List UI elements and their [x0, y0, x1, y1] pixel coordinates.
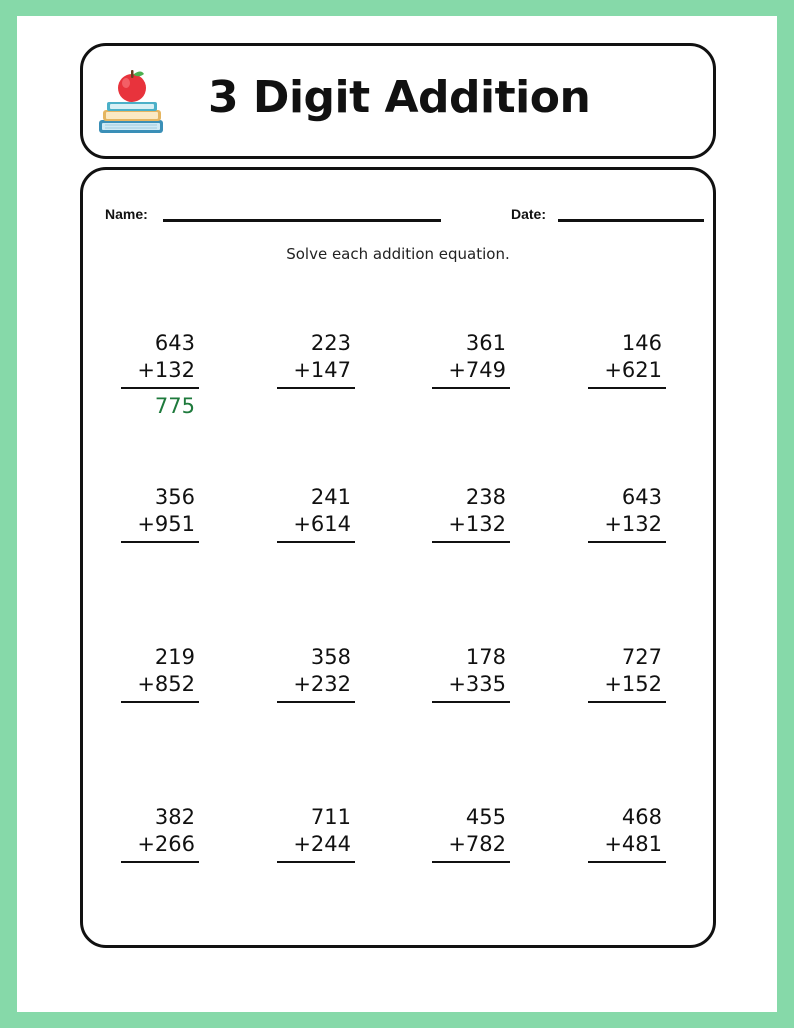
problem-rule — [277, 701, 355, 703]
problem-bottom-number: +266 — [137, 832, 195, 856]
problem-bottom-number: +481 — [604, 832, 662, 856]
addition-problem — [582, 644, 672, 705]
addition-problem — [271, 804, 361, 865]
problem-top-number: 219 — [154, 645, 195, 669]
problem-bottom-number: +335 — [448, 672, 506, 696]
name-line[interactable] — [163, 219, 441, 222]
problem-top-number: 356 — [154, 485, 195, 509]
problem-bottom-number: +621 — [604, 358, 662, 382]
problem-bottom-number: +244 — [293, 832, 351, 856]
problem-top-number: 727 — [621, 645, 662, 669]
problem-bottom-number: +951 — [137, 512, 195, 536]
problem-rule — [588, 701, 666, 703]
problem-top-number: 178 — [465, 645, 506, 669]
problem-bottom-number: +132 — [448, 512, 506, 536]
problem-top-number: 468 — [621, 805, 662, 829]
problem-top-number: 643 — [154, 331, 195, 355]
problem-top-number: 241 — [310, 485, 351, 509]
addition-problem — [271, 644, 361, 705]
addition-problem — [115, 804, 205, 865]
addition-problem — [115, 330, 205, 421]
problem-answer[interactable]: 775 — [154, 394, 195, 418]
problem-top-number: 455 — [465, 805, 506, 829]
problem-rule — [277, 541, 355, 543]
problem-rule — [277, 387, 355, 389]
problem-top-number: 358 — [310, 645, 351, 669]
problem-top-number: 382 — [154, 805, 195, 829]
problem-top-number: 223 — [310, 331, 351, 355]
problem-top-number: 361 — [465, 331, 506, 355]
problem-rule — [121, 387, 199, 389]
addition-problem — [426, 644, 516, 705]
addition-problem — [582, 804, 672, 865]
addition-problem — [115, 644, 205, 705]
problem-bottom-number: +614 — [293, 512, 351, 536]
problem-rule — [121, 861, 199, 863]
problem-rule — [588, 541, 666, 543]
date-line[interactable] — [558, 219, 704, 222]
problem-rule — [121, 701, 199, 703]
problem-top-number: 146 — [621, 331, 662, 355]
problem-bottom-number: +152 — [604, 672, 662, 696]
worksheet-page — [17, 16, 777, 1012]
problem-rule — [432, 701, 510, 703]
problem-top-number: 238 — [465, 485, 506, 509]
problem-bottom-number: +749 — [448, 358, 506, 382]
problem-top-number: 711 — [310, 805, 351, 829]
addition-problem — [271, 484, 361, 545]
page-title: 3 Digit Addition — [208, 72, 591, 123]
problem-rule — [432, 861, 510, 863]
problem-rule — [277, 861, 355, 863]
problem-bottom-number: +132 — [137, 358, 195, 382]
problem-rule — [121, 541, 199, 543]
addition-problem — [426, 484, 516, 545]
addition-problem — [426, 804, 516, 865]
addition-problem — [582, 484, 672, 545]
problem-top-number: 643 — [621, 485, 662, 509]
addition-problem — [582, 330, 672, 391]
problem-bottom-number: +782 — [448, 832, 506, 856]
problem-bottom-number: +232 — [293, 672, 351, 696]
problem-bottom-number: +852 — [137, 672, 195, 696]
apple-on-books-icon — [97, 68, 165, 138]
addition-problem — [426, 330, 516, 391]
problem-rule — [432, 541, 510, 543]
problem-rule — [588, 861, 666, 863]
problem-rule — [588, 387, 666, 389]
date-label: Date: — [511, 206, 547, 222]
instructions: Solve each addition equation. — [286, 245, 510, 263]
problem-rule — [432, 387, 510, 389]
problem-bottom-number: +132 — [604, 512, 662, 536]
title-banner — [80, 43, 716, 159]
problem-bottom-number: +147 — [293, 358, 351, 382]
addition-problem — [271, 330, 361, 391]
name-label: Name: — [105, 206, 148, 222]
addition-problem — [115, 484, 205, 545]
worksheet-body — [80, 167, 716, 948]
